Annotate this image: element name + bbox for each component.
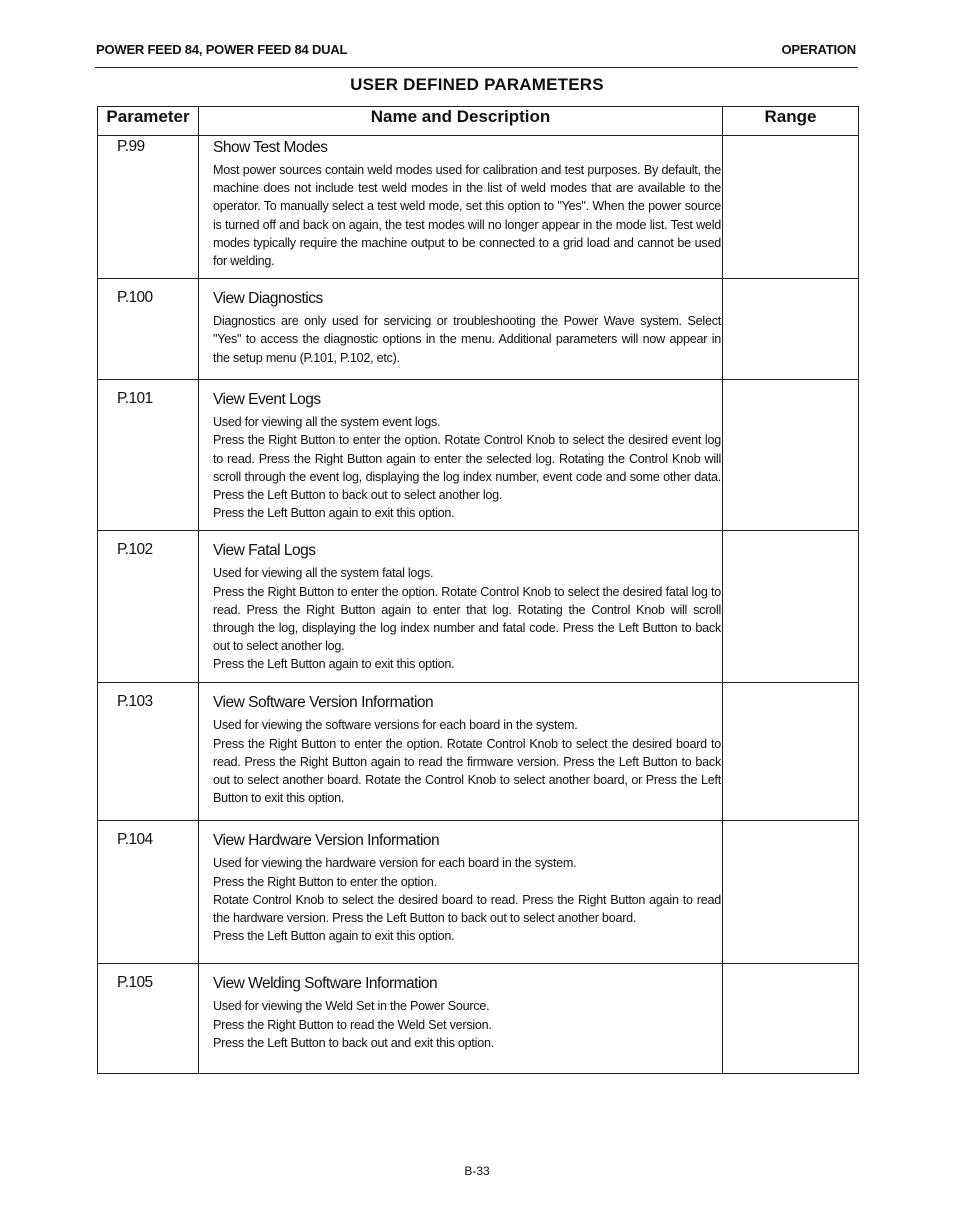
description-paragraph: Press the Left Button to back out and exit this option.: [213, 1035, 494, 1050]
parameter-description: [213, 413, 721, 522]
column-header-name-and-description: Name and Description: [199, 107, 723, 136]
column-header-parameter: Parameter: [98, 107, 199, 136]
parameter-description-cell: [199, 136, 723, 279]
table-row: [98, 279, 859, 380]
parameter-description: [213, 312, 721, 367]
description-paragraph: Used for viewing the Weld Set in the Power Source.: [213, 999, 490, 1014]
document-header-title: POWER FEED 84, POWER FEED 84 DUAL: [96, 42, 348, 57]
description-paragraph: Used for viewing all the system event logs.: [213, 415, 441, 430]
description-paragraph: Used for viewing the hardware version for each board in the system.: [213, 856, 577, 871]
table-header-row: [98, 107, 859, 136]
table-row: [98, 683, 859, 821]
description-paragraph: Press the Right Button to read the Weld Set version.: [213, 1017, 492, 1032]
parameter-code: P.104: [98, 821, 199, 964]
description-paragraph: Press the Right Button to enter the option.: [213, 874, 437, 889]
parameter-range: [723, 279, 859, 380]
description-paragraph: Press the Left Button again to exit this option.: [213, 929, 455, 944]
parameter-description: [213, 564, 721, 673]
user-defined-parameters-table: [97, 106, 859, 1074]
parameter-description-cell: [199, 531, 723, 683]
parameter-range: [723, 380, 859, 531]
parameter-description-cell: [199, 380, 723, 531]
parameter-code: P.105: [98, 964, 199, 1074]
description-paragraph: Press the Right Button to enter the option. Rotate Control Knob to select the desired board to read. Press the Right Button again to read the firmware version. Press the Left Button to back out to select another board. Rotate the Control Knob to select another board, or Press the Left Button to exit this option.: [213, 736, 721, 806]
header-divider: [95, 67, 858, 68]
parameter-code: P.103: [98, 683, 199, 821]
parameter-description-cell: [199, 279, 723, 380]
parameter-code: P.100: [98, 279, 199, 380]
table-row: [98, 964, 859, 1074]
parameter-name: View Diagnostics: [213, 290, 323, 308]
description-paragraph: Diagnostics are only used for servicing or troubleshooting the Power Wave system. Select "Yes" to access the diagnostic options in the menu. Additional parameters will now appear in the setup menu (P.101, P.102, etc).: [213, 314, 721, 365]
parameter-name: View Software Version Information: [213, 694, 434, 712]
table-row: [98, 821, 859, 964]
parameter-name: View Welding Software Information: [213, 975, 438, 993]
parameter-range: [723, 683, 859, 821]
parameter-range: [723, 531, 859, 683]
column-header-range: Range: [723, 107, 859, 136]
description-paragraph: Press the Right Button to enter the option. Rotate Control Knob to select the desired fatal log to read. Press the Right Button again to enter that log. Rotating the Control Knob will scroll through the log, displaying the log index number and fatal code. Press the Left Button to back out to select another log.: [213, 584, 721, 654]
description-paragraph: Press the Left Button again to exit this option.: [213, 506, 455, 521]
description-paragraph: Press the Right Button to enter the option. Rotate Control Knob to select the desired event log to read. Press the Right Button again to enter the selected log. Rotating the Control Knob will scroll through the event log, displaying the log index number, event code and some other data. Press the Left Button to back out to select another log.: [213, 433, 721, 503]
parameter-description: [213, 716, 721, 807]
parameter-name: View Fatal Logs: [213, 542, 316, 560]
parameter-code: P.101: [98, 380, 199, 531]
description-paragraph: Press the Left Button again to exit this option.: [213, 657, 455, 672]
page-number: B-33: [464, 1164, 490, 1178]
table-row: [98, 380, 859, 531]
parameter-name: View Event Logs: [213, 391, 321, 409]
parameter-description: [213, 997, 721, 1052]
table-body: [98, 136, 859, 1074]
table-row: [98, 136, 859, 279]
parameter-range: [723, 821, 859, 964]
parameter-description-cell: [199, 683, 723, 821]
description-paragraph: Rotate Control Knob to select the desired board to read. Press the Right Button again to read the hardware version. Press the Left Button to back out to select another board.: [213, 892, 721, 926]
parameter-description-cell: [199, 821, 723, 964]
parameter-description: [213, 854, 721, 945]
description-paragraph: Used for viewing the software versions for each board in the system.: [213, 718, 578, 733]
section-label: OPERATION: [781, 42, 856, 57]
parameter-code: P.102: [98, 531, 199, 683]
parameter-name: View Hardware Version Information: [213, 832, 440, 850]
parameter-description-cell: [199, 964, 723, 1074]
parameter-name: Show Test Modes: [213, 139, 328, 156]
table-row: [98, 531, 859, 683]
parameter-range: [723, 136, 859, 279]
parameter-description: [213, 161, 721, 270]
description-paragraph: Used for viewing all the system fatal logs.: [213, 566, 434, 581]
parameter-code: P.99: [98, 136, 199, 279]
parameter-range: [723, 964, 859, 1074]
description-paragraph: Most power sources contain weld modes used for calibration and test purposes. By default, the machine does not include test weld modes in the list of weld modes that are available to the operator. To manually select a test weld mode, set this option to "Yes". When the power source is turned off and back on again, the test modes will no longer appear in the mode list. Test weld modes typically require the machine output to be connected to a grid load and cannot be used for welding.: [213, 163, 721, 269]
page-title: USER DEFINED PARAMETERS: [350, 75, 604, 94]
